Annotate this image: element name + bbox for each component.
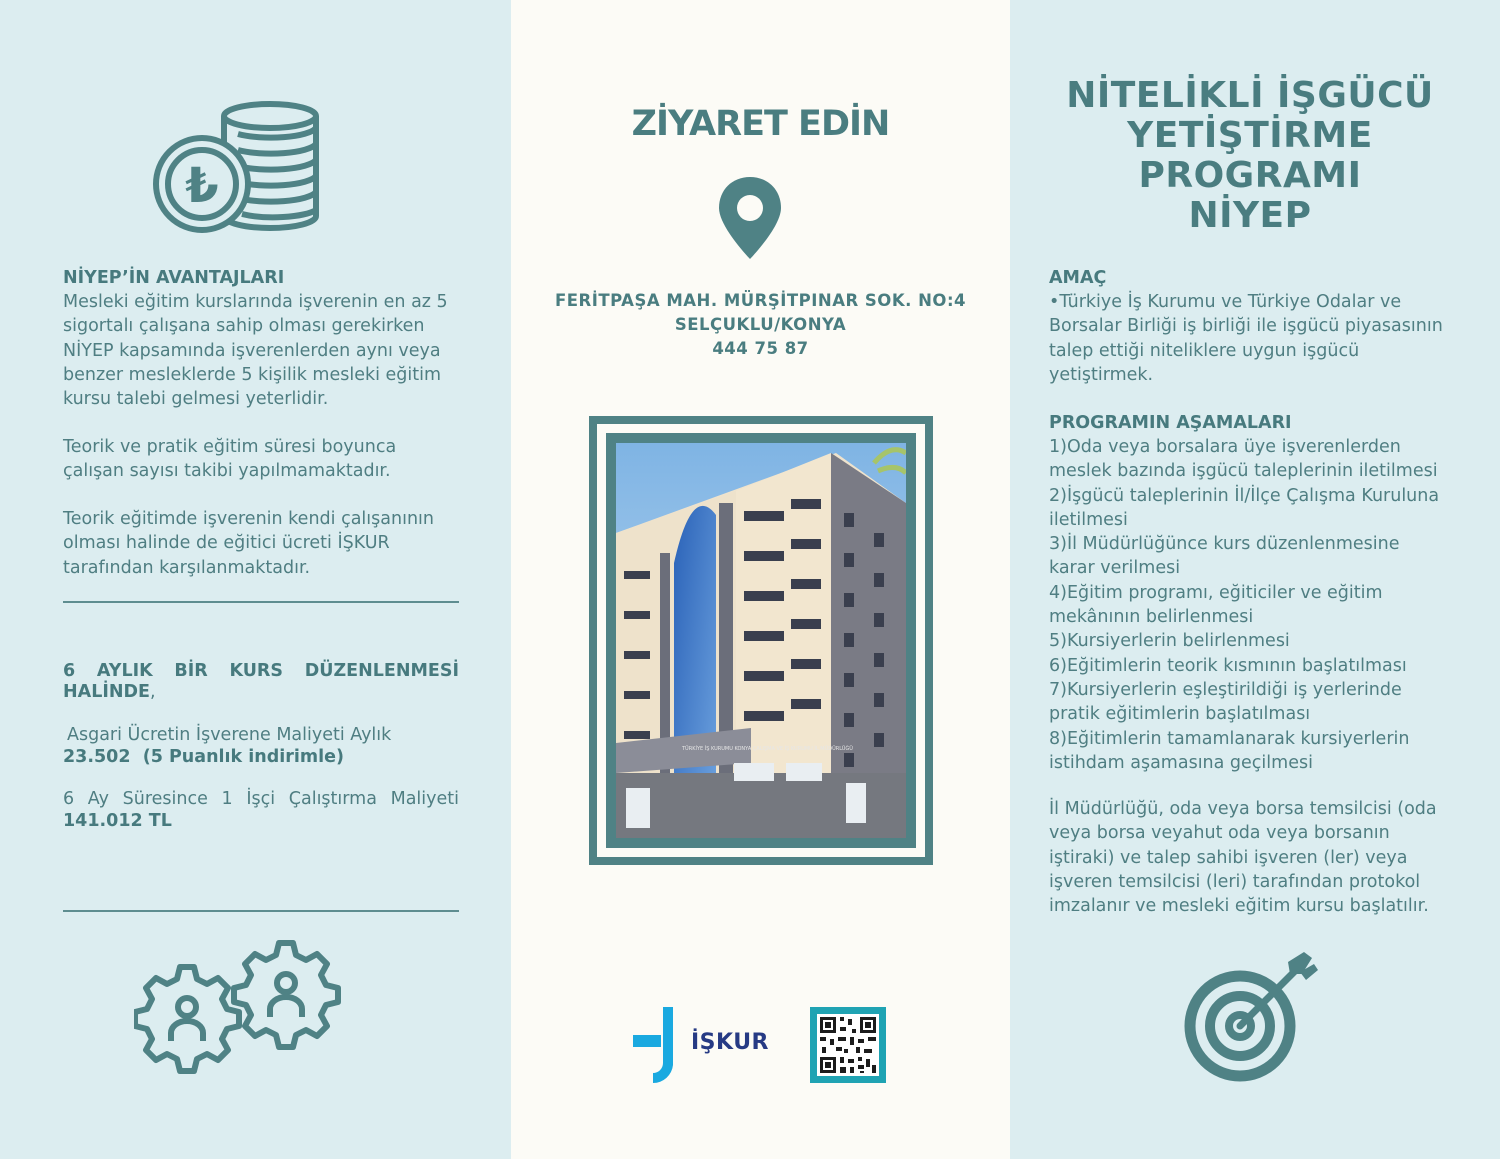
address-line-1: FERİTPAŞA MAH. MÜRŞİTPINAR SOK. NO:4 (554, 291, 967, 310)
divider (63, 601, 459, 603)
program-title-line-2: YETİŞTİRME (1127, 115, 1373, 156)
advantages-paragraph-1: Mesleki eğitim kurslarında işverenin en az 5 sigortalı çalışana sahip olması gerekirken NİYEP kapsamında işverenlerden aynı veya benzer mesleklerde 5 kişilik mesleki eğitim kursu talebi gelmesi yeterlidir. (63, 292, 448, 410)
course-heading-comma: , (149, 682, 156, 702)
left-panel (0, 0, 511, 1159)
stage-item: 6)Eğitimlerin teorik kısmının başlatılması (1049, 655, 1407, 676)
turkish-lira-coins-icon (150, 98, 330, 238)
advantages-title: NİYEP’İN AVANTAJLARI (63, 268, 285, 288)
building-photo (616, 443, 906, 838)
target-arrow-icon (1182, 948, 1322, 1088)
stage-item: 3)İl Müdürlüğünce kurs düzenlenmesine karar verilmesi (1049, 534, 1400, 579)
cost-value: 23.502 (5 Puanlık indirimle) (63, 747, 344, 767)
stages-list (1049, 435, 1449, 775)
photo-frame (589, 416, 933, 865)
program-title-line-4: NİYEP (1188, 195, 1312, 236)
visit-title: ZİYARET EDİN (631, 104, 890, 144)
svg-text:₺: ₺ (185, 158, 219, 214)
address-block (511, 289, 1010, 361)
stages-title: PROGRAMIN AŞAMALARI (1049, 413, 1292, 433)
aim-text: •Türkiye İş Kurumu ve Türkiye Odalar ve Borsalar Birliği iş birliği ile işgücü piyasasının talep ettiği niteliklere uygun işgücü yetiştirmek. (1049, 292, 1443, 385)
advantages-paragraph-2: Teorik ve pratik eğitim süresi boyunca çalışan sayısı takibi yapılmamaktadır. (63, 437, 397, 482)
divider (63, 910, 459, 912)
stage-item: 2)İşgücü taleplerinin İl/İlçe Çalışma Kuruluna iletilmesi (1049, 485, 1440, 530)
program-title-line-3: PROGRAMI (1138, 155, 1362, 196)
qr-code-icon (810, 1007, 886, 1083)
people-gears-icon (134, 937, 344, 1075)
building-sign: TÜRKİYE İŞ KURUMU KONYA ÇALIŞMA VE İŞ KURUMU İL MÜDÜRLÜĞÜ (682, 746, 853, 752)
phone-number: 444 75 87 (712, 339, 809, 358)
program-title-line-1: NİTELİKLİ İŞGÜCÜ (1066, 75, 1434, 116)
iskur-logo-mark (633, 1005, 681, 1083)
aim-title: AMAÇ (1049, 268, 1107, 288)
closing-text: İl Müdürlüğü, oda veya borsa temsilcisi (oda veya borsa veyahut oda veya borsanın iştiraki) ve talep sahibi işveren (ler) veya işveren temsilcisi (leri) tarafından protokol imzalanır ve mesleki eğitim kursu başlatılır. (1049, 799, 1437, 917)
cost-label: Asgari Ücretin İşverene Maliyeti Aylık (67, 725, 392, 745)
stage-item: 5)Kursiyerlerin belirlenmesi (1049, 631, 1290, 652)
stage-item: 1)Oda veya borsalara üye işverenlerden meslek bazında işgücü taleplerinin iletilmesi (1049, 437, 1438, 482)
iskur-logo-text: İŞKUR (691, 1030, 769, 1055)
stage-item: 7)Kursiyerlerin eşleştirildiği iş yerlerinde pratik eğitimlerin başlatılması (1049, 679, 1402, 725)
course-heading-line-2 (63, 682, 459, 703)
course-heading-halinde: HALİNDE (63, 682, 150, 702)
stage-item: 4)Eğitim programı, eğiticiler ve eğitim mekânının belirlenmesi (1049, 582, 1383, 628)
stage-item: 8)Eğitimlerin tamamlanarak kursiyerlerin istihdam aşamasına geçilmesi (1049, 728, 1410, 773)
address-line-2: SELÇUKLU/KONYA (674, 315, 847, 334)
six-month-value: 141.012 TL (63, 811, 172, 831)
program-title (1010, 76, 1490, 236)
advantages-paragraph-3: Teorik eğitimde işverenin kendi çalışanının olması halinde de eğitici ücreti İŞKUR tarafından karşılanmaktadır. (63, 509, 434, 578)
course-heading-line-1: 6 AYLIK BİR KURS DÜZENLENMESİ (63, 661, 459, 681)
six-month-label: 6 Ay Süresince 1 İşçi Çalıştırma Maliyeti (63, 789, 459, 809)
middle-panel (511, 0, 1010, 1159)
location-pin-icon (716, 175, 784, 261)
right-panel (1010, 0, 1500, 1159)
